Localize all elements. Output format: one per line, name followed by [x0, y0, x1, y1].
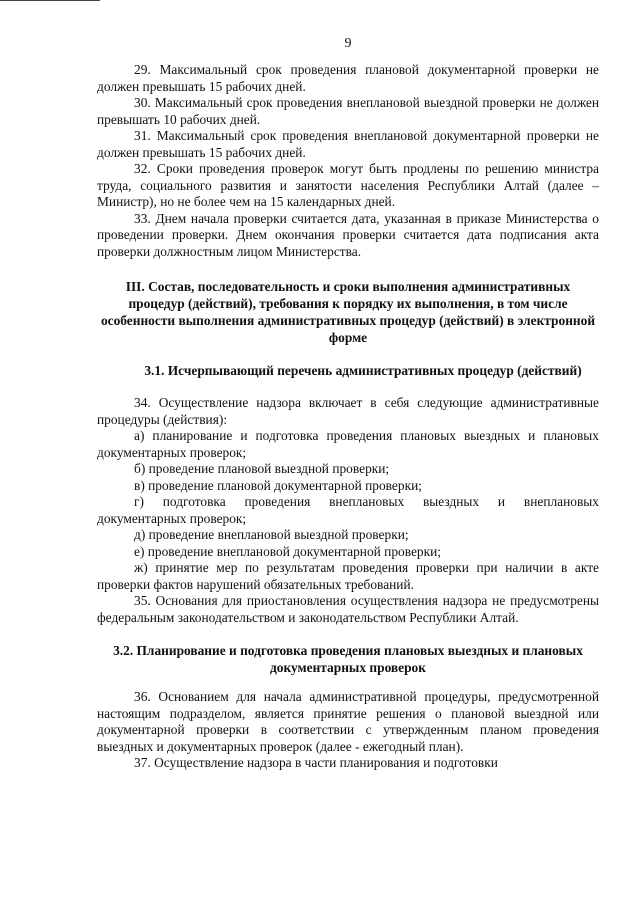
list-item-a: а) планирование и подготовка проведения плановых выездных и плановых документарных проверок;	[97, 428, 599, 460]
list-item-zh: ж) принятие мер по результатам проведения проверки при наличии в акте проверки фактов нарушений обязательных требований.	[97, 560, 599, 592]
top-rule	[0, 0, 100, 1]
paragraph-36: 36. Основанием для начала административной процедуры, предусмотренной настоящим подразделом, является принятие решения о плановой выездной или документарной проверки в соответствии с утвержденным планом проведения выездных и документарных проверок (далее - ежегодный план).	[97, 689, 599, 754]
list-item-b: б) проведение плановой выездной проверки;	[134, 461, 390, 476]
list-item-e: е) проведение внеплановой документарной проверки;	[134, 543, 442, 559]
paragraph-32: 32. Сроки проведения проверок могут быть продлены по решению министра труда, социального развития и занятости населения Республики Алтай (далее – Министр), но не более чем на 15 календарных дней.	[97, 161, 599, 209]
spacer	[97, 379, 599, 395]
section-heading-3: III. Состав, последовательность и сроки выполнения административных процедур (действий), требования к порядку их выполнения, в том числе особенности выполнения административных процедур (действий) в электронной форме	[100, 279, 596, 345]
paragraph-30: 30. Максимальный срок проведения внеплановой выездной проверки не должен превышать 10 рабочих дней.	[97, 95, 599, 127]
paragraph-33: 33. Днем начала проверки считается дата, указанная в приказе Министерства о проведении проверки. Днем окончания проверки считается дата подписания акта проверки должностным лицом Министерства.	[97, 210, 599, 259]
document-body	[97, 62, 599, 772]
paragraph-34: 34. Осуществление надзора включает в себя следующие административные процедуры (действия):	[97, 395, 599, 427]
subsection-heading-3-1: 3.1. Исчерпывающий перечень административных процедур (действий)	[144, 363, 582, 378]
page-number: 9	[344, 36, 352, 51]
spacer	[97, 676, 599, 689]
list-item-d: д) проведение внеплановой выездной проверки;	[134, 527, 409, 542]
paragraph-31: 31. Максимальный срок проведения внеплановой документарной проверки не должен превышать 15 рабочих дней.	[97, 128, 599, 160]
list-item-g: г) подготовка проведения внеплановых выездных и внеплановых документарных проверок;	[97, 494, 599, 526]
paragraph-29: 29. Максимальный срок проведения плановой документарной проверки не должен превышать 15 рабочих дней.	[97, 62, 599, 94]
paragraph-35: 35. Основания для приостановления осуществления надзора не предусмотрены федеральным законодательством и законодательством Республики Алтай.	[97, 593, 599, 625]
paragraph-37: 37. Осуществление надзора в части планирования и подготовки	[134, 755, 498, 770]
subsection-heading-3-2: 3.2. Планирование и подготовка проведения плановых выездных и плановых документарных проверок	[113, 643, 583, 675]
list-item-v: в) проведение плановой документарной проверки;	[134, 477, 422, 493]
